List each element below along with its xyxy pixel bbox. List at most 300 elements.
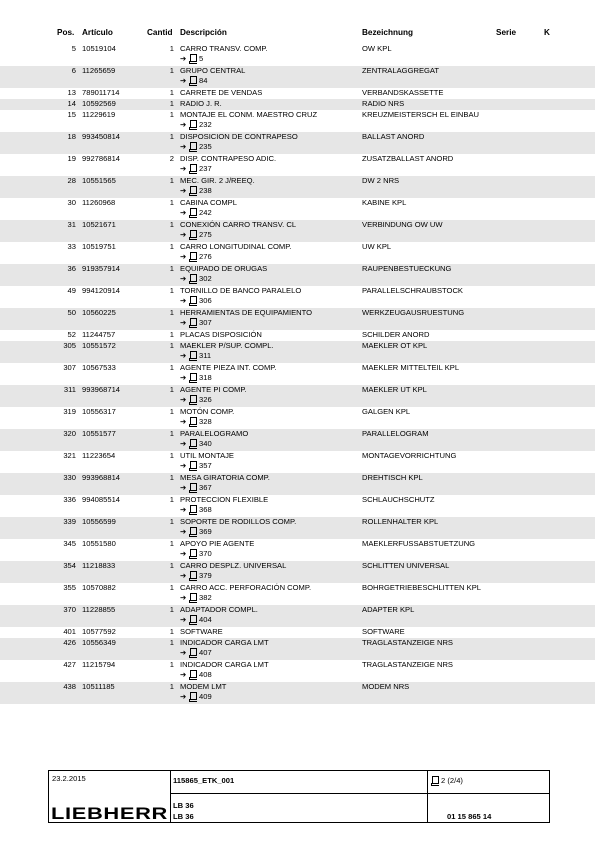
cell-pos: 305 [63, 341, 76, 350]
arrow-icon: ➔ [180, 208, 187, 217]
page-icon [190, 230, 197, 238]
table-row [0, 638, 595, 660]
cell-art: 10556349 [82, 638, 116, 647]
cell-art: 10551565 [82, 176, 116, 185]
table-row [0, 583, 595, 605]
table-row [0, 407, 595, 429]
ref-page-number: 84 [199, 76, 208, 85]
ref-page-number: 382 [199, 593, 212, 602]
cell-art: 10519104 [82, 44, 116, 53]
page-icon [190, 670, 197, 678]
table-row [0, 88, 595, 99]
page-icon [190, 692, 197, 700]
page-icon [190, 483, 197, 491]
cell-art: 993968814 [82, 473, 121, 482]
col-desc: Descripción [180, 28, 227, 37]
page-icon [190, 186, 197, 194]
page-reference-link[interactable] [180, 120, 212, 130]
table-row [0, 264, 595, 286]
cell-pos: 19 [67, 154, 76, 163]
arrow-icon: ➔ [180, 648, 187, 657]
arrow-icon: ➔ [180, 252, 187, 261]
page-reference-link[interactable] [180, 318, 212, 328]
page-reference-link[interactable] [180, 483, 212, 493]
cell-desc: APOYO PIE AGENTE [180, 539, 255, 548]
table-row [0, 44, 595, 66]
table-row [0, 539, 595, 561]
ref-page-number: 237 [199, 164, 212, 173]
cell-art: 10567533 [82, 363, 116, 372]
page-icon [190, 318, 197, 326]
cell-bez: MONTAGEVORRICHTUNG [362, 451, 457, 460]
page-reference-link[interactable] [180, 186, 212, 196]
ref-page-number: 318 [199, 373, 212, 382]
cell-art: 993450814 [82, 132, 121, 141]
cell-desc: ADAPTADOR COMPL. [180, 605, 258, 614]
col-qty: Cantid [147, 28, 173, 37]
table-row [0, 495, 595, 517]
table-row [0, 132, 595, 154]
footer-model: LB 36 [173, 801, 194, 810]
arrow-icon: ➔ [180, 483, 187, 492]
page-icon [190, 549, 197, 557]
cell-pos: 52 [67, 330, 76, 339]
cell-bez: BOHRGETRIEBESCHLITTEN KPL [362, 583, 481, 592]
cell-bez: OW KPL [362, 44, 392, 53]
cell-pos: 330 [63, 473, 76, 482]
cell-qty: 1 [169, 176, 174, 185]
ref-page-number: 408 [199, 670, 212, 679]
cell-qty: 1 [169, 308, 174, 317]
page-reference-link[interactable] [180, 274, 212, 284]
page-reference-link[interactable] [180, 670, 212, 680]
svg-text:LIEBHERR: LIEBHERR [51, 804, 168, 821]
arrow-icon: ➔ [180, 505, 187, 514]
cell-desc: GRUPO CENTRAL [180, 66, 246, 75]
cell-bez: BALLAST ANORD [362, 132, 425, 141]
table-row [0, 110, 595, 132]
cell-pos: 320 [63, 429, 76, 438]
page-icon [190, 296, 197, 304]
cell-pos: 13 [67, 88, 76, 97]
cell-desc: MODEM LMT [180, 682, 227, 691]
arrow-icon: ➔ [180, 395, 187, 404]
table-header [0, 28, 595, 40]
cell-qty: 1 [169, 242, 174, 251]
cell-pos: 18 [67, 132, 76, 141]
table-row [0, 451, 595, 473]
cell-bez: ZENTRALAGGREGAT [362, 66, 440, 75]
cell-bez: RADIO NRS [362, 99, 405, 108]
cell-bez: TRAGLASTANZEIGE NRS [362, 660, 453, 669]
cell-desc: MESA GIRATORIA COMP. [180, 473, 270, 482]
cell-art: 10551580 [82, 539, 116, 548]
page-icon [190, 373, 197, 381]
ref-page-number: 409 [199, 692, 212, 701]
arrow-icon: ➔ [180, 318, 187, 327]
cell-desc: MOTÓN COMP. [180, 407, 235, 416]
cell-desc: CABINA COMPL [180, 198, 237, 207]
arrow-icon: ➔ [180, 54, 187, 63]
cell-bez: VERBANDSKASSETTE [362, 88, 444, 97]
page-icon [190, 76, 197, 84]
page-reference-link[interactable] [180, 230, 212, 240]
cell-desc: CARRO TRANSV. COMP. [180, 44, 268, 53]
arrow-icon: ➔ [180, 461, 187, 470]
ref-page-number: 340 [199, 439, 212, 448]
page-icon [190, 54, 197, 62]
col-bez: Bezeichnung [362, 28, 413, 37]
ref-page-number: 357 [199, 461, 212, 470]
arrow-icon: ➔ [180, 296, 187, 305]
cell-desc: MONTAJE EL CONM. MAESTRO CRUZ [180, 110, 318, 119]
cell-art: 10519751 [82, 242, 116, 251]
page-reference-link[interactable] [180, 549, 212, 559]
cell-desc: SOFTWARE [180, 627, 223, 636]
cell-bez: SCHLAUCHSCHUTZ [362, 495, 435, 504]
table-row [0, 286, 595, 308]
cell-desc: MEC. GIR. 2 J/REEQ. [180, 176, 255, 185]
cell-desc: CARRO ACC. PERFORACIÓN COMP. [180, 583, 312, 592]
cell-qty: 1 [169, 341, 174, 350]
ref-page-number: 232 [199, 120, 212, 129]
cell-pos: 427 [63, 660, 76, 669]
table-row [0, 99, 595, 110]
page-reference-link[interactable] [180, 208, 212, 218]
arrow-icon: ➔ [180, 351, 187, 360]
table-row [0, 220, 595, 242]
cell-pos: 33 [67, 242, 76, 251]
table-row [0, 154, 595, 176]
page-reference-link[interactable] [180, 439, 212, 449]
ref-page-number: 311 [199, 351, 212, 360]
page-reference-link[interactable] [180, 692, 212, 702]
arrow-icon: ➔ [180, 76, 187, 85]
cell-bez: MAEKLER OT KPL [362, 341, 428, 350]
ref-page-number: 275 [199, 230, 212, 239]
table-row [0, 330, 595, 341]
title-block [48, 770, 550, 823]
ref-page-number: 242 [199, 208, 212, 217]
ref-page-number: 5 [199, 54, 204, 63]
page-reference-link[interactable] [180, 417, 212, 427]
table-row [0, 66, 595, 88]
arrow-icon: ➔ [180, 230, 187, 239]
cell-pos: 14 [67, 99, 76, 108]
liebherr-logo [51, 804, 168, 821]
cell-qty: 1 [169, 583, 174, 592]
table-row [0, 363, 595, 385]
cell-pos: 6 [71, 66, 76, 75]
cell-bez: PARALLELOGRAM [362, 429, 429, 438]
cell-desc: PLACAS DISPOSICIÓN [180, 330, 262, 339]
arrow-icon: ➔ [180, 571, 187, 580]
footer-model-2: LB 36 [173, 812, 194, 821]
cell-qty: 1 [169, 66, 174, 75]
cell-pos: 370 [63, 605, 76, 614]
page-icon [432, 776, 439, 784]
ref-page-number: 368 [199, 505, 212, 514]
ref-page-number: 302 [199, 274, 212, 283]
cell-desc: EQUIPADO DE ORUGAS [180, 264, 268, 273]
page-icon [190, 571, 197, 579]
page-reference-link[interactable] [180, 571, 212, 581]
cell-bez: MODEM NRS [362, 682, 410, 691]
page-icon [190, 439, 197, 447]
cell-qty: 1 [169, 539, 174, 548]
page-icon [190, 593, 197, 601]
ref-page-number: 326 [199, 395, 212, 404]
cell-pos: 321 [63, 451, 76, 460]
page-icon [190, 351, 197, 359]
col-k: K [544, 28, 550, 37]
cell-desc: UTIL MONTAJE [180, 451, 235, 460]
cell-bez: SCHLITTEN UNIVERSAL [362, 561, 450, 570]
page-reference-link[interactable] [180, 395, 212, 405]
page-reference-link[interactable] [180, 527, 212, 537]
page-icon [190, 252, 197, 260]
cell-qty: 1 [169, 220, 174, 229]
cell-pos: 36 [67, 264, 76, 273]
ref-page-number: 404 [199, 615, 212, 624]
cell-art: 10592569 [82, 99, 116, 108]
table-row [0, 341, 595, 363]
cell-qty: 1 [169, 429, 174, 438]
page-icon [190, 527, 197, 535]
cell-art: 11260968 [82, 198, 116, 207]
page-icon [190, 208, 197, 216]
page-reference-link[interactable] [180, 164, 212, 174]
arrow-icon: ➔ [180, 670, 187, 679]
cell-qty: 1 [169, 517, 174, 526]
cell-bez: VERBINDUNG OW UW [362, 220, 443, 229]
table-row [0, 605, 595, 627]
ref-page-number: 235 [199, 142, 212, 151]
cell-art: 11244757 [82, 330, 116, 339]
cell-bez: DREHTISCH KPL [362, 473, 423, 482]
cell-bez: KREUZMEISTERSCH EL EINBAU [362, 110, 480, 119]
cell-art: 11265659 [82, 66, 116, 75]
table-row [0, 517, 595, 539]
cell-pos: 31 [67, 220, 76, 229]
table-row [0, 473, 595, 495]
cell-art: 919357914 [82, 264, 121, 273]
table-row [0, 385, 595, 407]
cell-bez: DW 2 NRS [362, 176, 400, 185]
col-pos: Pos. [57, 28, 75, 37]
page-reference-link[interactable] [180, 252, 212, 262]
cell-art: 994120914 [82, 286, 121, 295]
cell-desc: CARRO LONGITUDINAL COMP. [180, 242, 292, 251]
cell-pos: 355 [63, 583, 76, 592]
page-reference-link[interactable] [180, 351, 211, 361]
cell-art: 10521671 [82, 220, 116, 229]
arrow-icon: ➔ [180, 164, 187, 173]
footer-page: 2 (2/4) [432, 776, 463, 785]
cell-desc: HERRAMIENTAS DE EQUIPAMIENTO [180, 308, 313, 317]
cell-pos: 401 [63, 627, 76, 636]
cell-art: 992786814 [82, 154, 121, 163]
cell-pos: 15 [67, 110, 76, 119]
page-icon [190, 164, 197, 172]
cell-art: 11228855 [82, 605, 116, 614]
cell-qty: 1 [169, 473, 174, 482]
table-row [0, 561, 595, 583]
page-reference-link[interactable] [180, 461, 212, 471]
page-reference-link[interactable] [180, 142, 212, 152]
cell-qty: 1 [169, 660, 174, 669]
cell-bez: MAEKLERFUSSABSTUETZUNG [362, 539, 476, 548]
cell-art: 993968714 [82, 385, 121, 394]
cell-desc: RADIO J. R. [180, 99, 222, 108]
footer-date: 23.2.2015 [52, 774, 86, 783]
table-row [0, 429, 595, 451]
cell-qty: 2 [169, 154, 174, 163]
cell-art: 10556317 [82, 407, 116, 416]
table-row [0, 198, 595, 220]
cell-bez: MAEKLER UT KPL [362, 385, 427, 394]
arrow-icon: ➔ [180, 615, 187, 624]
table-row [0, 660, 595, 682]
cell-qty: 1 [169, 363, 174, 372]
table-row [0, 242, 595, 264]
cell-qty: 1 [169, 407, 174, 416]
cell-art: 10511185 [82, 682, 115, 691]
footer-number: 01 15 865 14 [447, 812, 492, 821]
cell-pos: 28 [67, 176, 76, 185]
cell-pos: 5 [71, 44, 76, 53]
cell-desc: AGENTE PI COMP. [180, 385, 247, 394]
page-icon [190, 274, 197, 282]
cell-art: 10577592 [82, 627, 116, 636]
table-row [0, 682, 595, 704]
ref-page-number: 328 [199, 417, 212, 426]
cell-bez: ADAPTER KPL [362, 605, 415, 614]
page-reference-link[interactable] [180, 615, 212, 625]
arrow-icon: ➔ [180, 120, 187, 129]
footer-doc-id: 115865_ETK_001 [173, 776, 235, 785]
cell-desc: CARRETE DE VENDAS [180, 88, 263, 97]
page-icon [190, 505, 197, 513]
cell-bez: WERKZEUGAUSRUESTUNG [362, 308, 465, 317]
cell-qty: 1 [169, 605, 174, 614]
cell-qty: 1 [169, 385, 174, 394]
cell-qty: 1 [169, 627, 174, 636]
cell-pos: 50 [67, 308, 76, 317]
cell-art: 11229619 [82, 110, 116, 119]
arrow-icon: ➔ [180, 373, 187, 382]
cell-bez: SOFTWARE [362, 627, 405, 636]
cell-pos: 307 [63, 363, 76, 372]
cell-bez: RAUPENBESTUECKUNG [362, 264, 452, 273]
cell-desc: MAEKLER P/SUP. COMPL. [180, 341, 274, 350]
cell-desc: PROTECCION FLEXIBLE [180, 495, 269, 504]
arrow-icon: ➔ [180, 417, 187, 426]
arrow-icon: ➔ [180, 439, 187, 448]
cell-desc: INDICADOR CARGA LMT [180, 660, 269, 669]
page-reference-link[interactable] [180, 296, 212, 306]
page-reference-link[interactable] [180, 648, 212, 658]
cell-qty: 1 [169, 99, 174, 108]
cell-qty: 1 [169, 132, 174, 141]
cell-pos: 339 [63, 517, 76, 526]
cell-desc: CONEXIÓN CARRO TRANSV. CL [180, 220, 297, 229]
page-icon [190, 461, 197, 469]
cell-qty: 1 [169, 110, 174, 119]
col-serie: Serie [496, 28, 517, 37]
cell-art: 10570882 [82, 583, 116, 592]
cell-qty: 1 [169, 638, 174, 647]
cell-art: 11215794 [82, 660, 116, 669]
cell-pos: 354 [63, 561, 76, 570]
page-icon [190, 648, 197, 656]
cell-bez: PARALLELSCHRAUBSTOCK [362, 286, 464, 295]
page-reference-link[interactable] [180, 76, 207, 86]
page-icon [190, 120, 197, 128]
arrow-icon: ➔ [180, 593, 187, 602]
cell-art: 10551572 [82, 341, 116, 350]
ref-page-number: 379 [199, 571, 212, 580]
ref-page-number: 306 [199, 296, 212, 305]
page-reference-link[interactable] [180, 505, 212, 515]
cell-bez: ZUSATZBALLAST ANORD [362, 154, 454, 163]
arrow-icon: ➔ [180, 549, 187, 558]
cell-art: 10556599 [82, 517, 116, 526]
cell-desc: SOPORTE DE RODILLOS COMP. [180, 517, 297, 526]
cell-bez: GALGEN KPL [362, 407, 411, 416]
arrow-icon: ➔ [180, 274, 187, 283]
cell-pos: 438 [63, 682, 76, 691]
arrow-icon: ➔ [180, 692, 187, 701]
ref-page-number: 307 [199, 318, 212, 327]
cell-bez: UW KPL [362, 242, 392, 251]
page-icon [190, 142, 197, 150]
cell-desc: CARRO DESPLZ. UNIVERSAL [180, 561, 287, 570]
ref-page-number: 238 [199, 186, 212, 195]
page-reference-link[interactable] [180, 373, 212, 383]
cell-pos: 49 [67, 286, 76, 295]
table-row [0, 308, 595, 330]
cell-qty: 1 [169, 198, 174, 207]
cell-qty: 1 [169, 44, 174, 53]
cell-qty: 1 [169, 330, 174, 339]
cell-desc: PARALELOGRAMO [180, 429, 249, 438]
cell-bez: SCHILDER ANORD [362, 330, 430, 339]
page-reference-link[interactable] [180, 593, 212, 603]
table-row [0, 627, 595, 638]
cell-art: 11218833 [82, 561, 116, 570]
cell-qty: 1 [169, 286, 174, 295]
cell-qty: 1 [169, 451, 174, 460]
cell-qty: 1 [169, 88, 174, 97]
arrow-icon: ➔ [180, 142, 187, 151]
cell-art: 11223654 [82, 451, 116, 460]
col-article: Artículo [82, 28, 113, 37]
cell-art: 10551577 [82, 429, 116, 438]
page-reference-link[interactable] [180, 54, 203, 64]
cell-desc: TORNILLO DE BANCO PARALELO [180, 286, 302, 295]
cell-qty: 1 [169, 561, 174, 570]
cell-desc: INDICADOR CARGA LMT [180, 638, 269, 647]
ref-page-number: 367 [199, 483, 212, 492]
cell-bez: ROLLENHALTER KPL [362, 517, 439, 526]
ref-page-number: 369 [199, 527, 212, 536]
ref-page-number: 407 [199, 648, 212, 657]
page-icon [190, 417, 197, 425]
cell-qty: 1 [169, 264, 174, 273]
ref-page-number: 370 [199, 549, 212, 558]
cell-art: 10560225 [82, 308, 116, 317]
